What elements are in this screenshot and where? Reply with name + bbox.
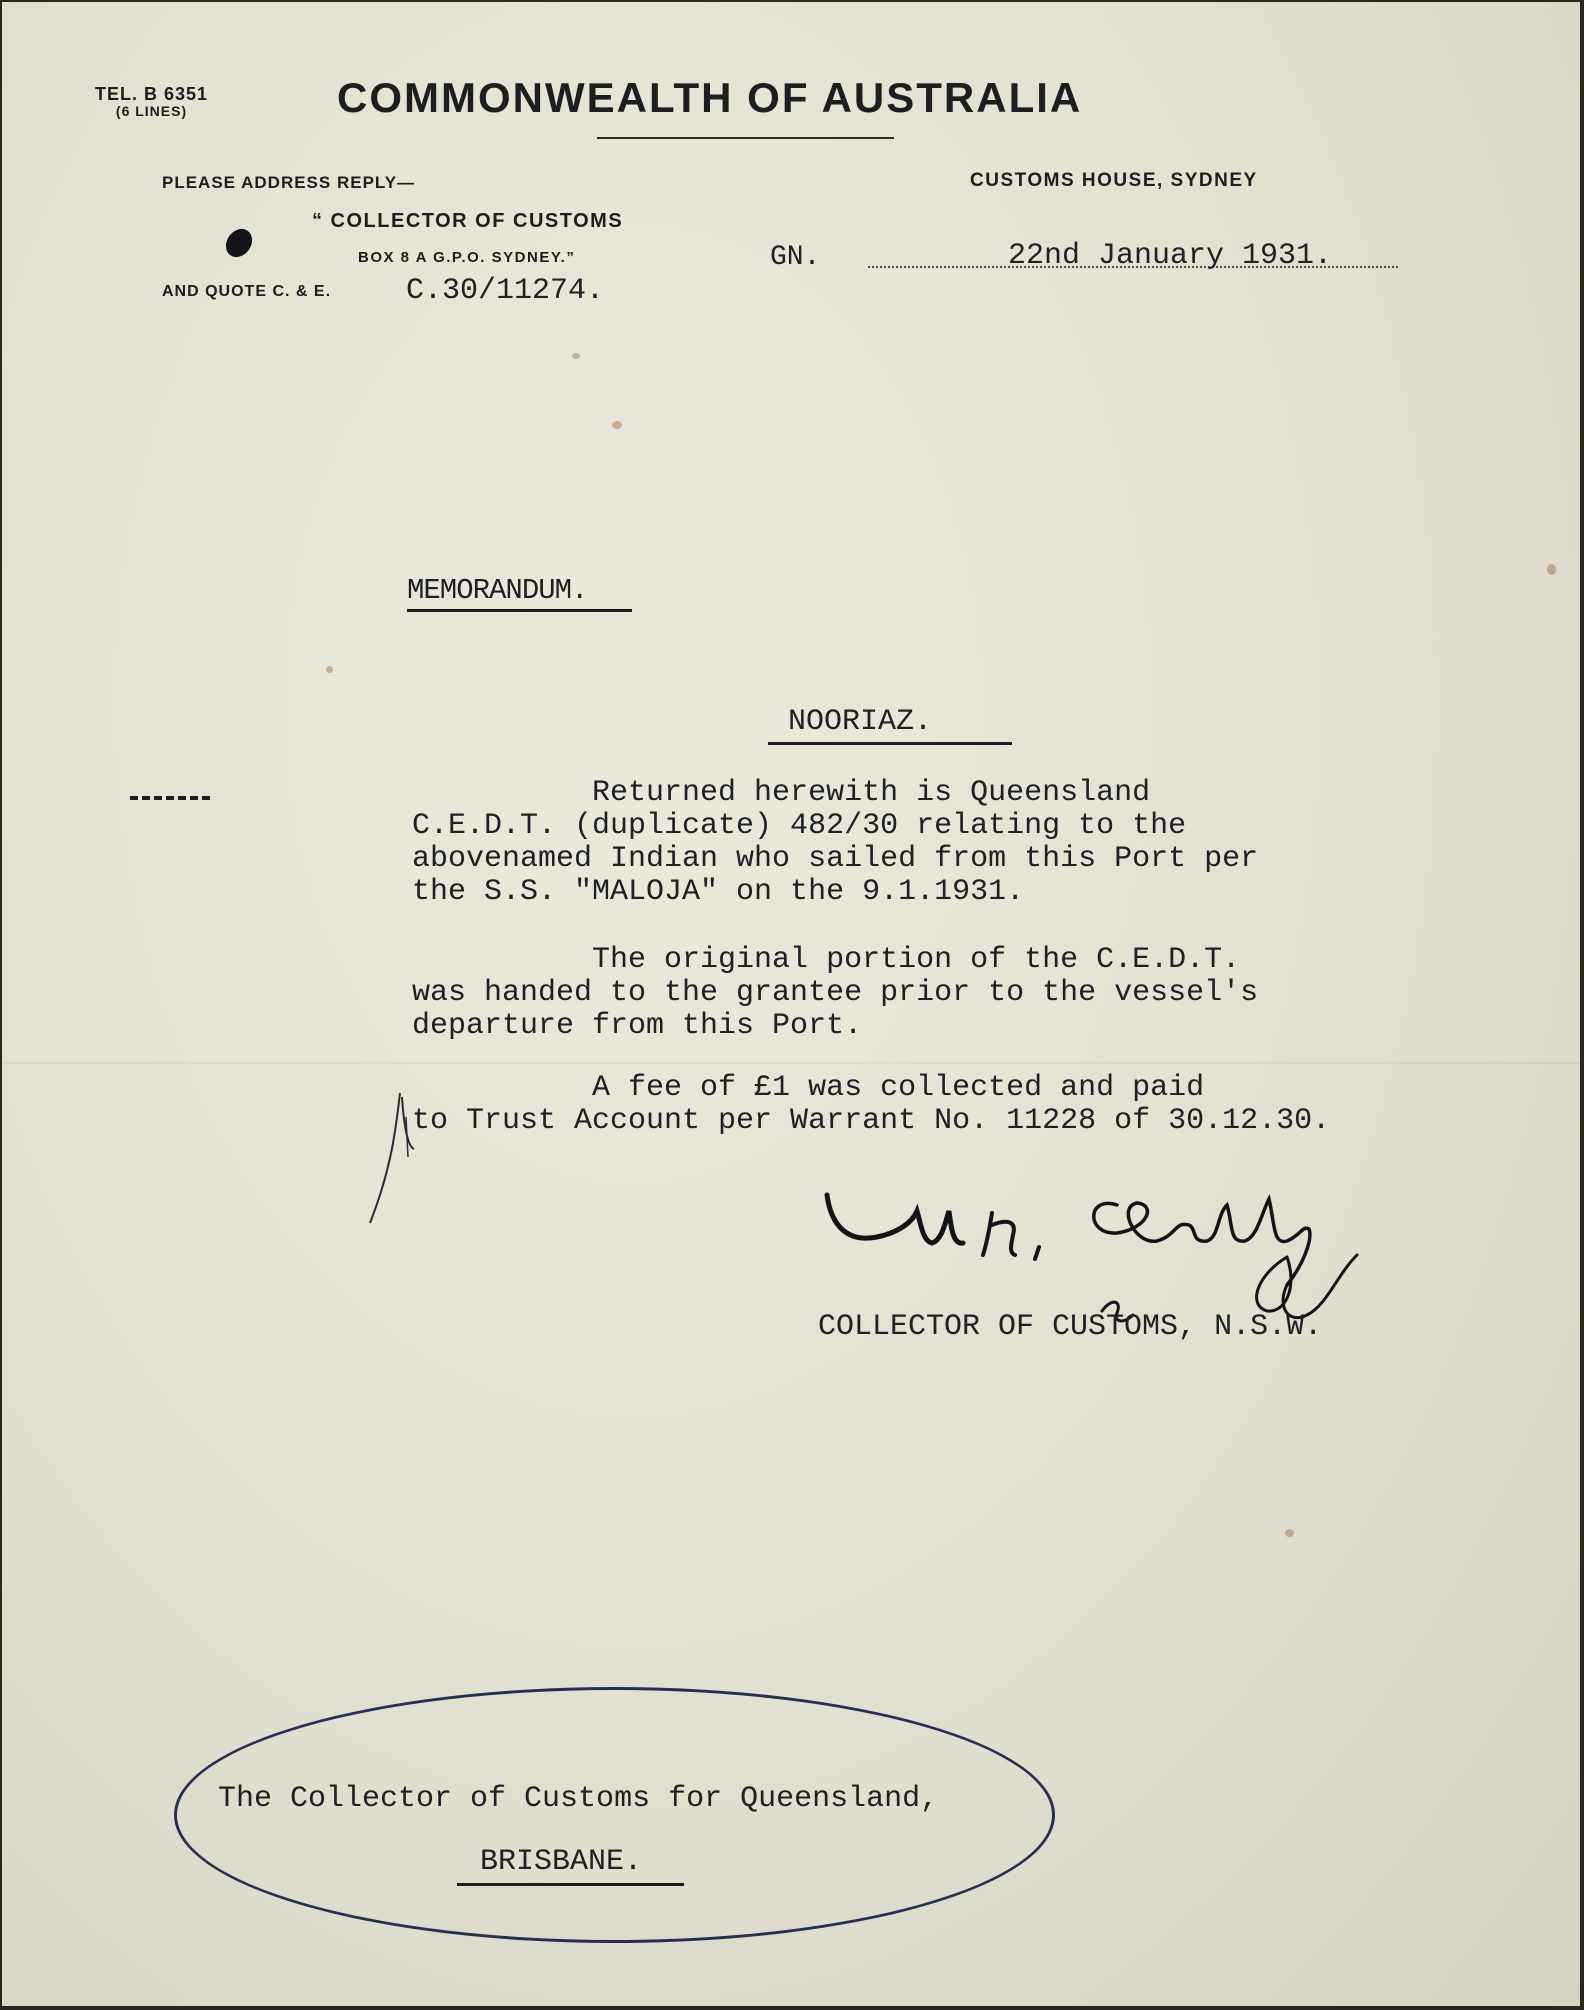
paper-stain bbox=[612, 421, 622, 429]
margin-pen-mark bbox=[362, 1087, 422, 1227]
paper-stain bbox=[1547, 564, 1556, 575]
memo-paragraph-2: The original portion of the C.E.D.T. was handed to the grantee prior to the vessel's departure from this Port. bbox=[412, 943, 1259, 1043]
memo-paragraph-1: Returned herewith is Queensland C.E.D.T. (duplicate) 482/30 relating to the abovenamed Indian who sailed from this Port per the S.S. "MALOJA" on the 9.1.1931. bbox=[412, 776, 1259, 909]
letter-date: 22nd January 1931. bbox=[1008, 239, 1333, 273]
addressee-city: BRISBANE. bbox=[480, 1845, 643, 1879]
signatory-title: COLLECTOR OF CUSTOMS, N.S.W. bbox=[818, 1310, 1323, 1344]
office-address: CUSTOMS HOUSE, SYDNEY bbox=[970, 170, 1258, 191]
margin-dash bbox=[130, 796, 210, 800]
memo-subject-underline bbox=[768, 742, 1012, 745]
telephone-lines: (6 LINES) bbox=[115, 103, 188, 119]
addressee-city-underline bbox=[457, 1883, 684, 1886]
memo-subject: NOORIAZ. bbox=[788, 705, 933, 739]
memo-heading-underline bbox=[407, 609, 632, 612]
letterhead-title: COMMONWEALTH OF AUSTRALIA bbox=[337, 74, 1083, 121]
paper-stain bbox=[1285, 1529, 1294, 1537]
paper-stain bbox=[572, 353, 580, 359]
quote-label: AND QUOTE C. & E. bbox=[162, 283, 332, 300]
paper-stain bbox=[326, 666, 333, 673]
memo-heading: MEMORANDUM. bbox=[407, 574, 588, 607]
addressee-line-1: The Collector of Customs for Queensland, bbox=[218, 1782, 939, 1816]
reply-box-address: BOX 8 A G.P.O. SYDNEY.” bbox=[358, 249, 576, 266]
reply-addressee: “ COLLECTOR OF CUSTOMS bbox=[312, 210, 624, 232]
telephone-number: TEL. B 6351 bbox=[95, 84, 209, 104]
title-underline bbox=[597, 137, 894, 139]
document-page bbox=[2, 2, 1580, 2006]
paper-fold bbox=[2, 1062, 1580, 1064]
punch-hole bbox=[221, 224, 258, 262]
telephone-block bbox=[95, 86, 208, 120]
reply-instruction: PLEASE ADDRESS REPLY— bbox=[162, 173, 416, 192]
memo-paragraph-3: A fee of £1 was collected and paid to Trust Account per Warrant No. 11228 of 30.12.30. bbox=[412, 1071, 1331, 1138]
reference-number: C.30/11274. bbox=[406, 274, 605, 308]
gn-label: GN. bbox=[770, 242, 821, 273]
